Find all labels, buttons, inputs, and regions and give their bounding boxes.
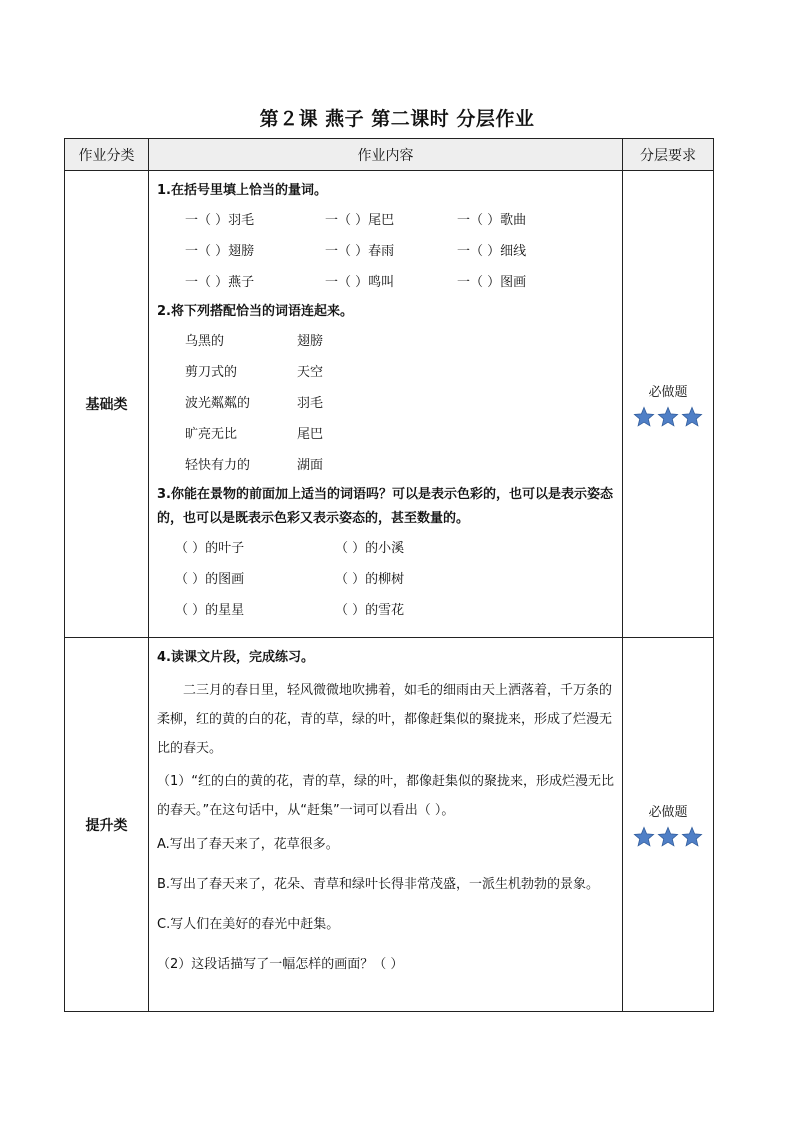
list-item: 剪刀式的 — [185, 365, 238, 380]
star-rating — [623, 826, 713, 848]
list-item: （ ）的星星 — [175, 603, 245, 618]
question-3: 3.你能在景物的前面加上适当的词语吗？可以是表示色彩的，也可以是表示姿态的，也可以是既表示色彩又表示姿态的，甚至数量的。 — [157, 487, 613, 526]
requirement-advanced — [623, 638, 714, 1012]
list-item: 一（ ）翅膀 — [185, 244, 255, 259]
star-icon — [633, 406, 655, 428]
question-1: 1.在括号里填上恰当的量词。 — [157, 183, 327, 198]
list-item: 一（ ）歌曲 — [457, 213, 527, 228]
page-title: 第２课 燕子 第二课时 分层作业 — [259, 108, 535, 130]
list-item: 一（ ）春雨 — [325, 244, 395, 259]
list-item: 波光粼粼的 — [185, 396, 251, 411]
question-4: 4.读课文片段，完成练习。 — [157, 650, 314, 665]
category-advanced: 提升类 — [65, 638, 149, 1012]
list-item: （ ）的图画 — [175, 572, 245, 587]
option-a: A.写出了春天来了，花草很多。 — [157, 837, 339, 852]
reading-passage: 二三月的春日里，轻风微微地吹拂着，如毛的细雨由天上洒落着，千万条的柔柳，红的黄的白的花，青的草，绿的叶，都像赶集似的聚拢来，形成了烂漫无比的春天。 — [157, 683, 613, 756]
requirement-label: 必做题 — [648, 805, 688, 820]
list-item: 旷亮无比 — [185, 427, 238, 442]
category-basic: 基础类 — [65, 171, 149, 638]
list-item: 羽毛 — [297, 396, 324, 411]
star-icon — [681, 406, 703, 428]
list-item: （ ）的柳树 — [335, 572, 405, 587]
list-item: 一（ ）图画 — [457, 275, 527, 290]
star-rating — [623, 406, 713, 428]
requirement-label: 必做题 — [648, 384, 688, 400]
option-c: C.写人们在美好的春光中赶集。 — [157, 917, 340, 932]
star-icon — [633, 826, 655, 848]
homework-table — [64, 138, 714, 1012]
question-2: 2.将下列搭配恰当的词语连起来。 — [157, 304, 353, 319]
header-category: 作业分类 — [65, 139, 149, 171]
list-item: 一（ ）细线 — [457, 244, 527, 259]
list-item: 一（ ）燕子 — [185, 275, 255, 290]
sub-question-2: （2）这段话描写了一幅怎样的画面？（ ） — [157, 957, 404, 972]
list-item: （ ）的雪花 — [335, 603, 405, 618]
star-icon — [657, 406, 679, 428]
star-icon — [657, 826, 679, 848]
list-item: 一（ ）尾巴 — [325, 213, 395, 228]
list-item: 湖面 — [297, 458, 324, 473]
matching-pairs — [157, 326, 614, 481]
table-row-advanced — [65, 638, 714, 1012]
list-item: 天空 — [297, 365, 324, 380]
content-advanced — [149, 638, 623, 1012]
fill-blank-grid — [157, 533, 614, 626]
requirement-basic — [623, 171, 714, 638]
list-item: 轻快有力的 — [185, 458, 251, 473]
content-basic — [149, 171, 623, 638]
measure-word-grid — [157, 205, 614, 298]
list-item: （ ）的叶子 — [175, 541, 245, 556]
option-b: B.写出了春天来了，花朵、青草和绿叶长得非常茂盛，一派生机勃勃的景象。 — [157, 877, 600, 892]
table-row-basic — [65, 171, 714, 638]
list-item: 一（ ）鸣叫 — [325, 275, 395, 290]
sub-question-1: （1）“红的白的黄的花，青的草，绿的叶，都像赶集似的聚拢来，形成烂漫无比的春天。”在这句话中，从“赶集”一词可以看出（ ）。 — [157, 774, 615, 818]
table-header-row — [65, 139, 714, 171]
list-item: 一（ ）羽毛 — [185, 213, 255, 228]
list-item: 乌黑的 — [185, 334, 225, 349]
list-item: 尾巴 — [297, 427, 324, 442]
list-item: 翅膀 — [297, 334, 324, 349]
header-content: 作业内容 — [149, 139, 623, 171]
list-item: （ ）的小溪 — [335, 541, 405, 556]
header-requirement: 分层要求 — [623, 139, 714, 171]
star-icon — [681, 826, 703, 848]
